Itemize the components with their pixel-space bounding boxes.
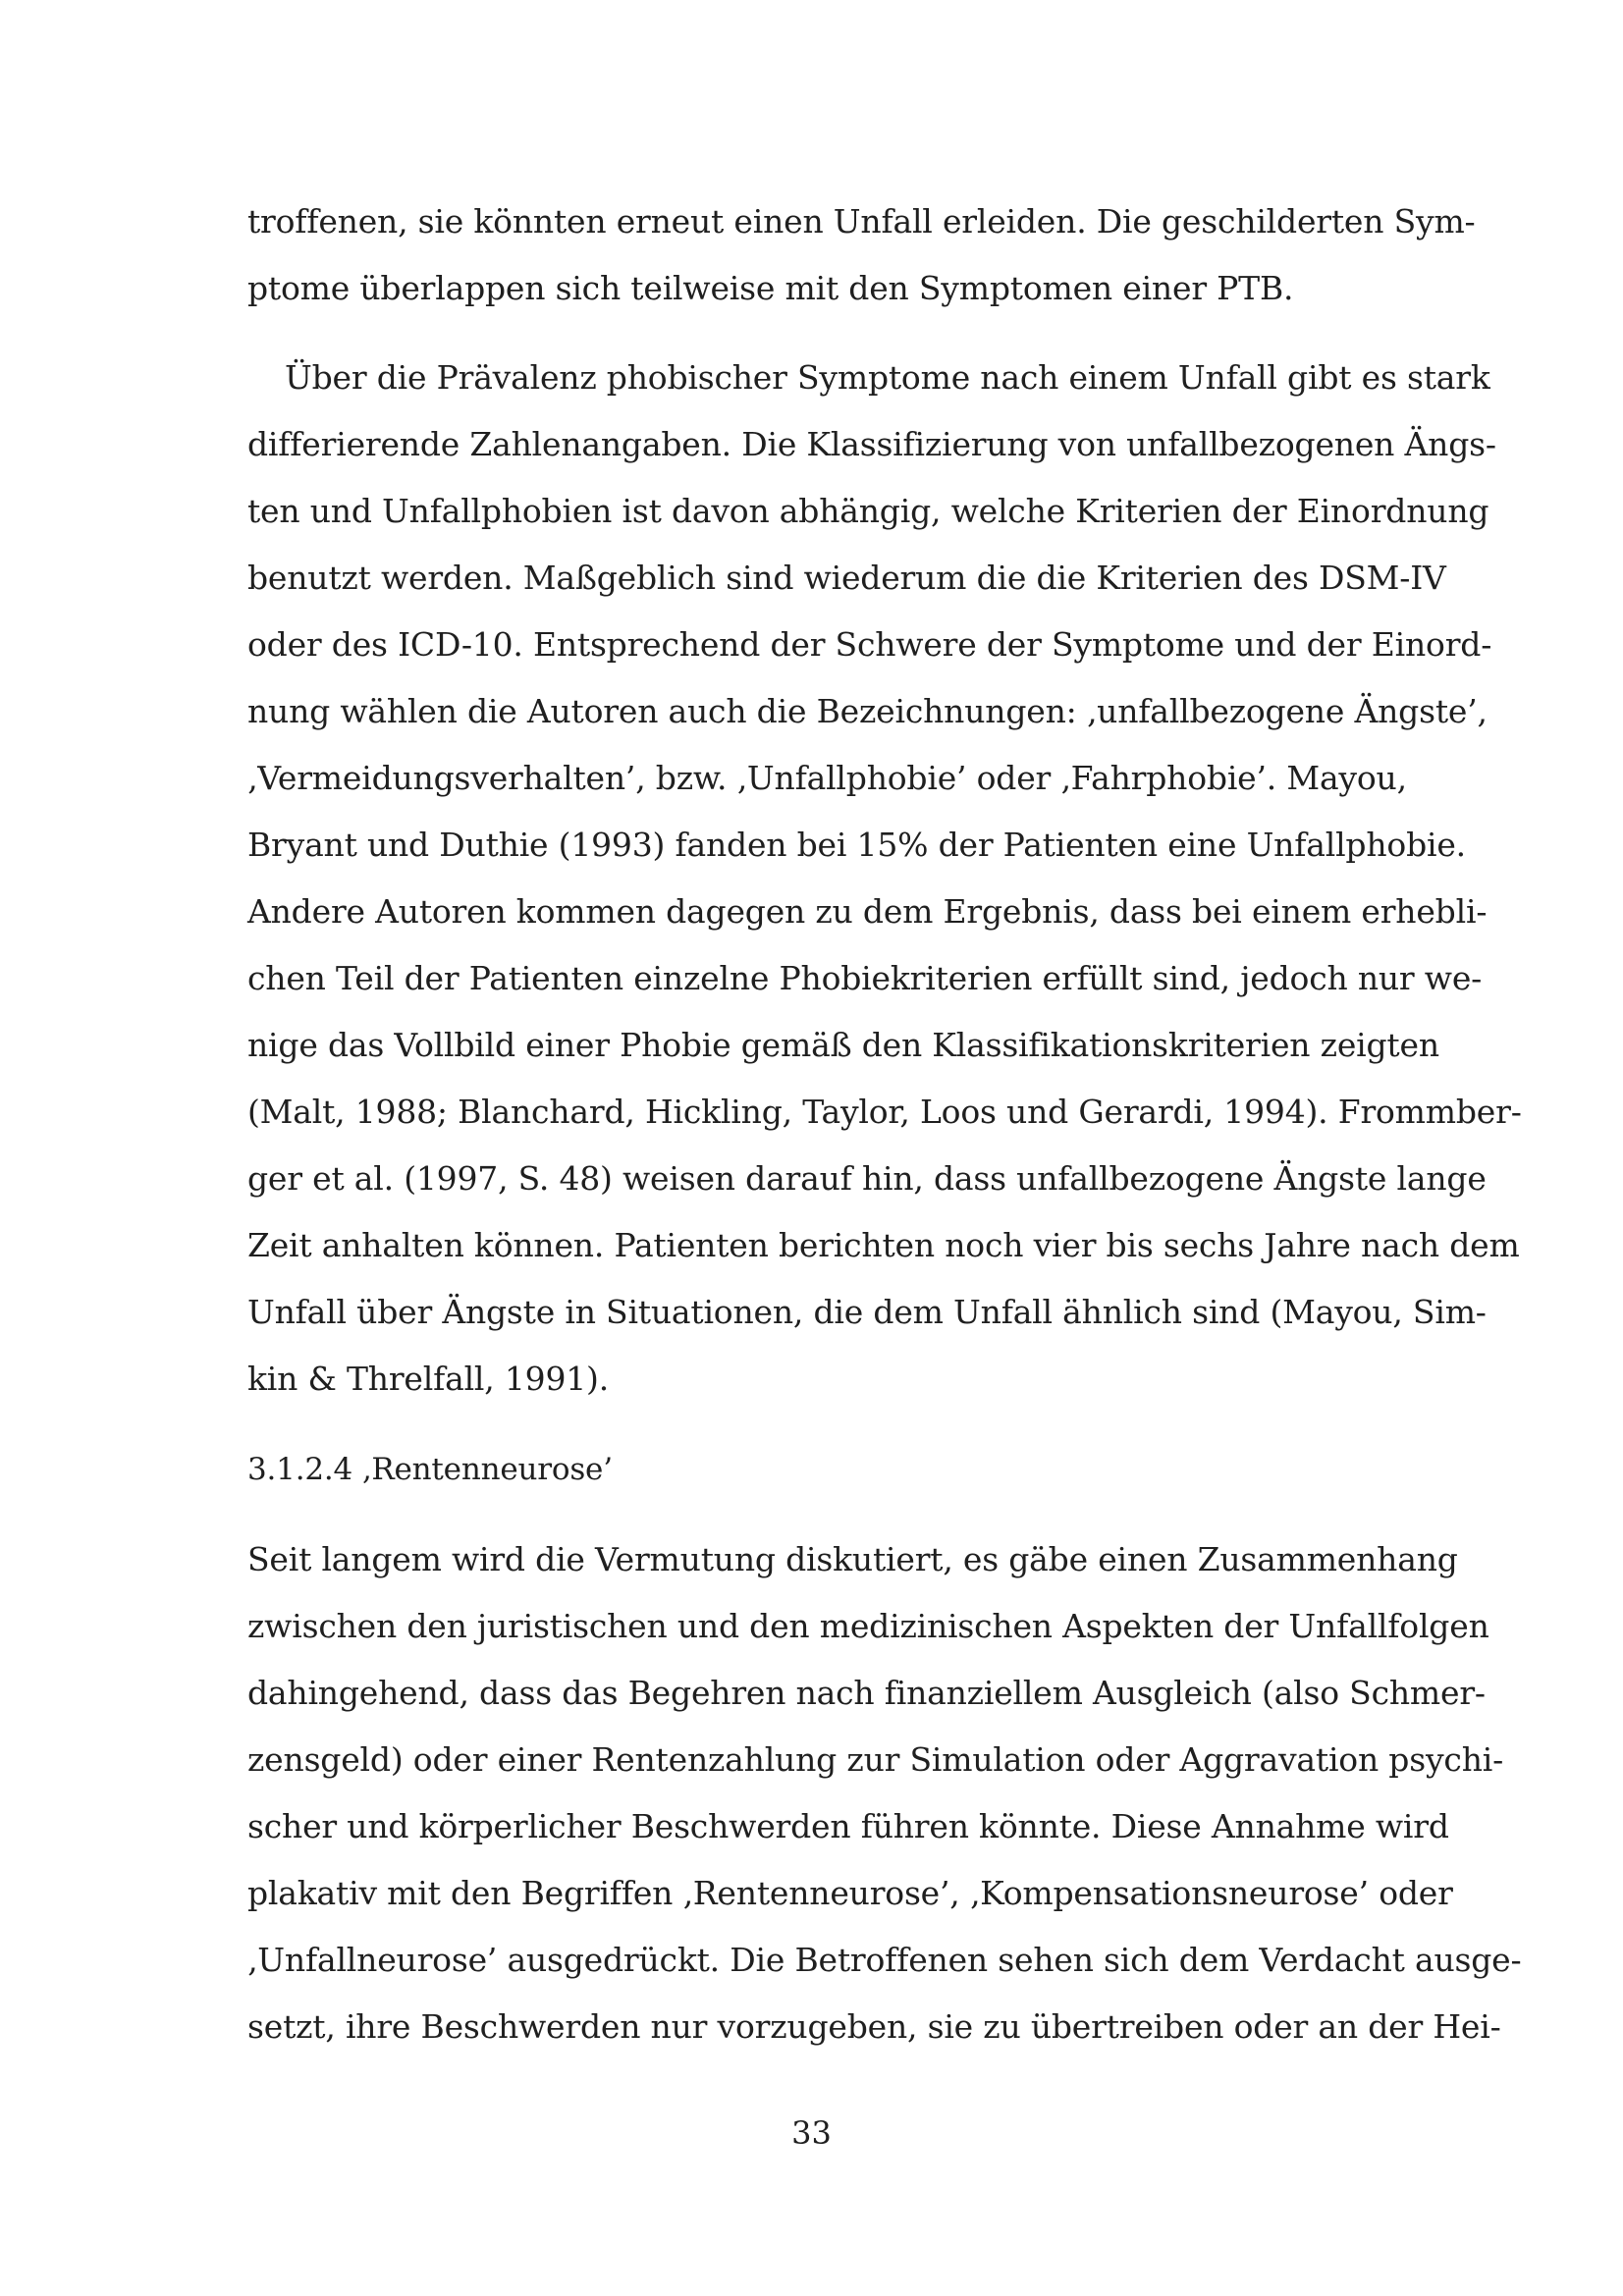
section-heading: 3.1.2.4 ‚Rentenneurose’ [247, 1452, 613, 1487]
paragraph-2-line-1: Über die Prävalenz phobischer Symptome nach einem Unfall gibt es stark [285, 358, 1490, 397]
paragraph-2-line-10: chen Teil der Patienten einzelne Phobiekriterien erfüllt sind, jedoch nur we- [247, 959, 1483, 997]
paragraph-3-line-8: setzt, ihre Beschwerden nur vorzugeben, sie zu übertreiben oder an der Hei- [247, 2007, 1501, 2046]
paragraph-1-line-2: ptome überlappen sich teilweise mit den Symptomen einer PTB. [247, 269, 1294, 307]
paragraph-2-line-15: Unfall über Ängste in Situationen, die dem Unfall ähnlich sind (Mayou, Sim- [247, 1293, 1487, 1331]
paragraph-2-line-4: benutzt werden. Maßgeblich sind wiederum die die Kriterien des DSM-IV [247, 559, 1446, 597]
paragraph-2-line-6: nung wählen die Autoren auch die Bezeichnungen: ‚unfallbezogene Ängste’, [247, 692, 1488, 730]
paragraph-3-line-4: zensgeld) oder einer Rentenzahlung zur Simulation oder Aggravation psychi- [247, 1740, 1504, 1779]
paragraph-2-line-7: ‚Vermeidungsverhalten’, bzw. ‚Unfallphobie’ oder ‚Fahrphobie’. Mayou, [247, 759, 1407, 797]
paragraph-3-line-3: dahingehend, dass das Begehren nach finanziellem Ausgleich (also Schmer- [247, 1674, 1486, 1712]
paragraph-2-line-2: differierende Zahlenangaben. Die Klassifizierung von unfallbezogenen Ängs- [247, 425, 1496, 463]
paragraph-3-line-5: scher und körperlicher Beschwerden führen könnte. Diese Annahme wird [247, 1807, 1449, 1845]
paragraph-2-line-14: Zeit anhalten können. Patienten berichten noch vier bis sechs Jahre nach dem [247, 1226, 1520, 1264]
paragraph-2-line-16: kin & Threlfall, 1991). [247, 1360, 610, 1398]
paragraph-1-line-1: troffenen, sie könnten erneut einen Unfall erleiden. Die geschilderten Sym- [247, 202, 1476, 240]
paragraph-2-line-3: ten und Unfallphobien ist davon abhängig, welche Kriterien der Einordnung [247, 492, 1489, 530]
paragraph-3-line-7: ‚Unfallneurose’ ausgedrückt. Die Betroffenen sehen sich dem Verdacht ausge- [247, 1941, 1522, 1979]
paragraph-2-line-12: (Malt, 1988; Blanchard, Hickling, Taylor, Loos und Gerardi, 1994). Frommber- [247, 1093, 1522, 1131]
paragraph-2-line-9: Andere Autoren kommen dagegen zu dem Ergebnis, dass bei einem erhebli- [247, 892, 1488, 931]
paragraph-2-line-5: oder des ICD-10. Entsprechend der Schwere der Symptome und der Einord- [247, 625, 1492, 664]
paragraph-3-line-6: plakativ mit den Begriffen ‚Rentenneurose’, ‚Kompensationsneurose’ oder [247, 1874, 1453, 1912]
page-number: 33 [791, 2114, 832, 2152]
paragraph-2-line-13: ger et al. (1997, S. 48) weisen darauf hin, dass unfallbezogene Ängste lange [247, 1159, 1487, 1198]
paragraph-2-line-8: Bryant und Duthie (1993) fanden bei 15% der Patienten eine Unfallphobie. [247, 826, 1466, 864]
paragraph-3-line-1: Seit langem wird die Vermutung diskutiert, es gäbe einen Zusammenhang [247, 1540, 1458, 1578]
paragraph-3-line-2: zwischen den juristischen und den medizinischen Aspekten der Unfallfolgen [247, 1607, 1489, 1645]
paragraph-2-line-11: nige das Vollbild einer Phobie gemäß den Klassifikationskriterien zeigten [247, 1026, 1439, 1064]
